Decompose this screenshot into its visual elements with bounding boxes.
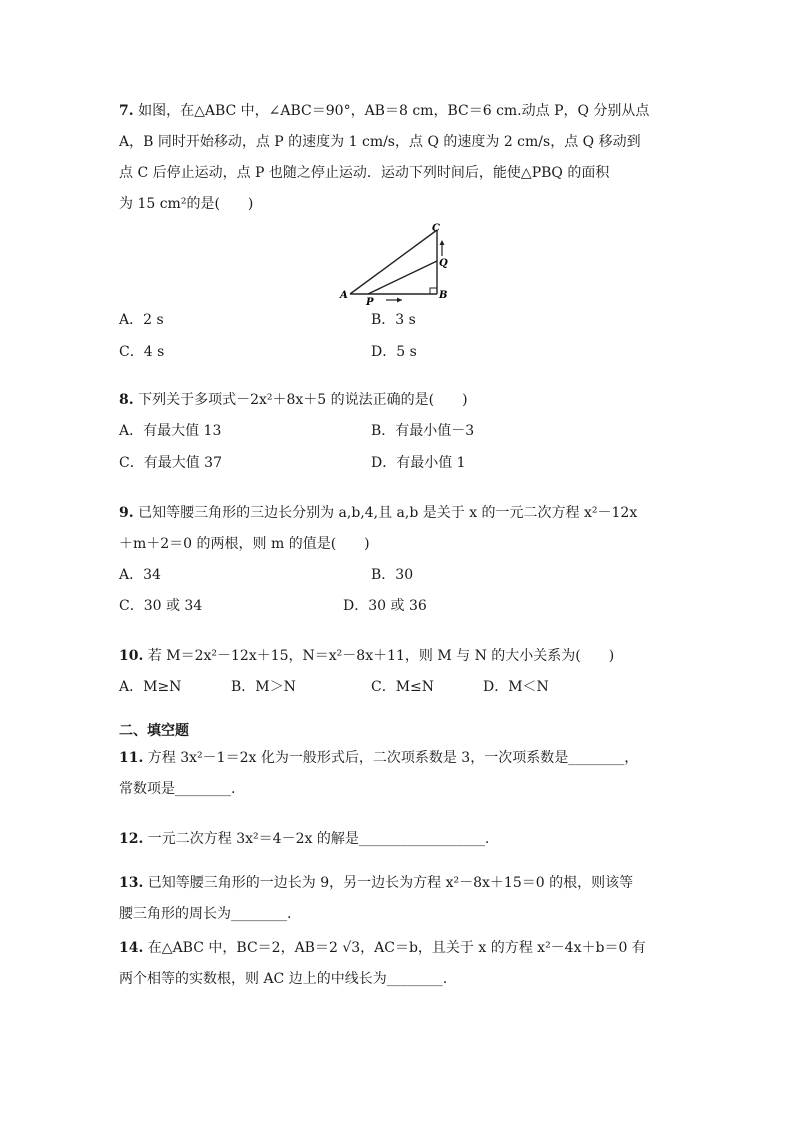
q7-line-2: A，B 同时开始移动，点 P 的速度为 1 cm/s，点 Q 的速度为 2 cm/s，点 Q 移动到 <box>119 134 641 150</box>
figure-label-b: B <box>439 290 448 301</box>
q11-line-1: 11. 方程 3x²－1＝2x 化为一般形式后，二次项系数是 3，一次项系数是________， <box>119 750 639 766</box>
q14-line-2: 两个相等的实数根，则 AC 边上的中线长为________. <box>119 971 448 987</box>
q7-option-a: A．2 s <box>119 312 164 328</box>
q10-option-d: D．M＜N <box>483 679 549 695</box>
q8-option-a: A．有最大值 13 <box>119 423 222 439</box>
q9-line-2: ＋m＋2＝0 的两根，则 m 的值是( ) <box>119 536 370 552</box>
section-title-fill-in: 二、填空题 <box>119 723 189 739</box>
question-number: 7. <box>119 103 134 119</box>
figure-label-p: P <box>366 297 374 308</box>
q7-option-c: C．4 s <box>119 344 165 360</box>
q10-stem: 10. 若 M＝2x²－12x＋15，N＝x²－8x＋11，则 M 与 N 的大小关系为( ) <box>119 648 615 664</box>
q9-option-c: C．30 或 34 <box>119 598 203 614</box>
q8-stem: 8. 下列关于多项式－2x²＋8x＋5 的说法正确的是( ) <box>119 392 468 408</box>
question-number: 8. <box>119 392 134 408</box>
q10-option-c: C．M≤N <box>371 679 435 695</box>
q14-line-1: 14. 在△ABC 中，BC＝2，AB＝2 √3，AC＝b，且关于 x 的方程 x²－4x＋b＝0 有 <box>119 940 646 956</box>
q8-option-d: D．有最小值 1 <box>371 455 466 471</box>
q7-line-3: 点 C 后停止运动，点 P 也随之停止运动．运动下列时间后，能使△PBQ 的面积 <box>119 165 610 181</box>
q8-option-c: C．有最大值 37 <box>119 455 222 471</box>
q10-option-b: B．M＞N <box>231 679 296 695</box>
q10-option-a: A．M≥N <box>119 679 182 695</box>
q13-line-1: 13. 已知等腰三角形的一边长为 9，另一边长为方程 x²－8x＋15＝0 的根，则该等 <box>119 875 634 891</box>
q11-line-2: 常数项是________. <box>119 781 236 797</box>
question-number: 12. <box>119 831 144 847</box>
figure-label-a: A <box>340 290 348 301</box>
question-number: 14. <box>119 940 144 956</box>
q13-line-2: 腰三角形的周长为________. <box>119 906 292 922</box>
q7-line-4: 为 15 cm²的是( ) <box>119 196 254 212</box>
q9-option-b: B．30 <box>371 567 414 583</box>
question-number: 10. <box>119 648 144 664</box>
question-number: 11. <box>119 750 144 766</box>
q7-line-1: 7. 如图，在△ABC 中，∠ABC＝90°，AB＝8 cm，BC＝6 cm.动点 P，Q 分别从点 <box>119 103 650 119</box>
q9-option-a: A．34 <box>119 567 161 583</box>
question-number: 13. <box>119 875 144 891</box>
q7-triangle-figure <box>338 218 468 308</box>
q12-stem: 12. 一元二次方程 3x²＝4－2x 的解是__________________. <box>119 831 490 847</box>
q7-option-d: D．5 s <box>371 344 417 360</box>
q7-option-b: B．3 s <box>371 312 416 328</box>
q9-line-1: 9. 已知等腰三角形的三边长分别为 a,b,4,且 a,b 是关于 x 的一元二次方程 x²－12x <box>119 505 638 521</box>
figure-label-c: C <box>432 223 440 234</box>
question-number: 9. <box>119 505 134 521</box>
q8-option-b: B．有最小值－3 <box>371 423 475 439</box>
figure-label-q: Q <box>439 258 448 269</box>
q9-option-d: D．30 或 36 <box>343 598 427 614</box>
